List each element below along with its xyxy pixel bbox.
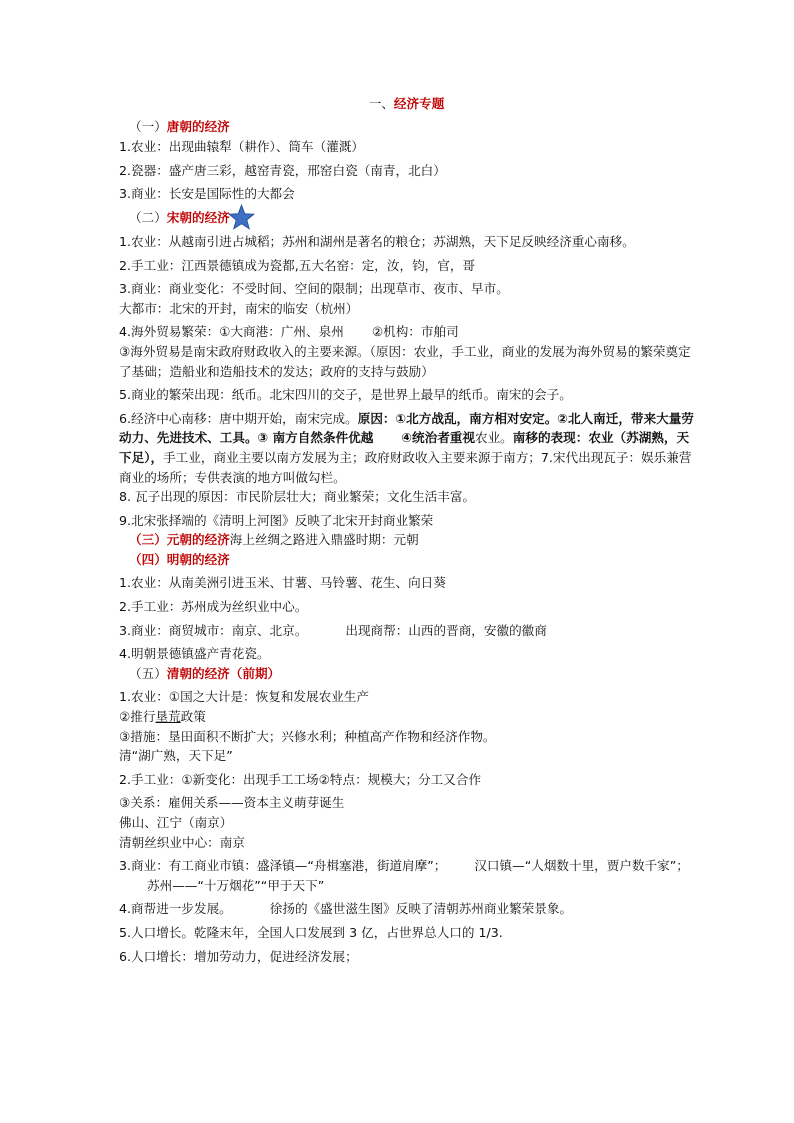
policy-suffix: 政策 (180, 709, 206, 725)
qing-merchant-development (119, 899, 694, 919)
document-body (119, 94, 694, 970)
title-text: 经济专题 (393, 96, 445, 111)
section-number: （三） (129, 532, 167, 548)
ming-merchant-groups: 出现商帮：山西的晋商，安徽的徽商 (345, 622, 547, 638)
section-heading-qing (119, 664, 694, 684)
shift-intro: 6.经济中心南移：唐中期开始，南宋完成。 (119, 410, 358, 426)
ming-commerce (119, 621, 694, 641)
policy-term: 垦荒 (155, 709, 181, 725)
song-overseas-revenue: ③海外贸易是南宋政府财政收入的主要来源。（原因：农业，手工业，商业的发展为海外贸易的繁荣奠定了基础；造船业和造船技术的发达；政府的支持与鼓励） (119, 343, 691, 379)
section-title: 明朝的经济 (166, 551, 230, 567)
tang-agriculture: 1.农业：出现曲辕犁（耕作）、筒车（灌溉） (119, 139, 364, 155)
section-number: （四） (129, 551, 167, 567)
section-title: 唐朝的经济 (166, 118, 230, 134)
shift-reason-4-tail: 农业。 (474, 430, 513, 446)
qing-silk-center: 清朝丝织业中心：南京 (119, 834, 245, 850)
tang-commerce: 3.商业：长安是国际性的大都会 (119, 186, 295, 202)
section-number: （五） (129, 665, 167, 681)
qing-capitalism: ③关系：雇佣关系——资本主义萌芽诞生 (119, 795, 345, 811)
shift-reason-4: ④统治者重视 (401, 430, 475, 446)
star-icon (228, 204, 255, 231)
shift-manifestation: 南移的表现：农业（苏湖熟，天下足）， (119, 430, 690, 465)
tang-porcelain: 2.瓷器：盛产唐三彩，越窑青瓷，邢窑白瓷（南青，北白） (119, 162, 446, 178)
section-number: （二） (129, 209, 167, 225)
overseas-agency: ②机构：市舶司 (371, 324, 459, 340)
section-title: 清朝的经济（前期） (166, 665, 281, 681)
section-heading-ming (119, 550, 694, 570)
policy-prefix: ②推行 (119, 709, 156, 725)
ming-handicraft: 2.手工业：苏州成为丝织业中心。 (119, 599, 308, 615)
qing-population-effect: 6.人口增长：增加劳动力，促进经济发展； (119, 948, 358, 964)
song-overseas-trade (119, 322, 694, 342)
page-title (119, 94, 694, 114)
section-heading-tang (119, 117, 694, 137)
section-title: 宋朝的经济 (166, 209, 230, 225)
section-number: （一） (129, 118, 167, 134)
ming-cities: 3.商业：商贸城市：南京、北京。 (119, 622, 308, 638)
qing-policy (119, 707, 694, 727)
song-wazi-reasons: 8. 瓦子出现的原因：市民阶层壮大；商业繁荣；文化生活丰富。 (119, 489, 476, 505)
ming-porcelain: 4.明朝景德镇盛产青花瓷。 (119, 646, 270, 662)
song-paper-money: 5.商业的繁荣出现：纸币。北宋四川的交子，是世界上最早的纸币。南宋的会子。 (119, 387, 572, 403)
song-handicraft: 2.手工业：江西景德镇成为瓷都,五大名窑：定，汝，钧，官，哥 (119, 257, 476, 273)
yuan-silk-road: 海上丝绸之路进入鼎盛时期：元朝 (229, 532, 419, 548)
song-cities: 大都市：北宋的开封，南宋的临安（杭州） (119, 300, 359, 316)
qing-huguang: 清“湖广熟，天下足” (119, 748, 233, 764)
shengshi-painting: 徐扬的《盛世滋生图》反映了清朝苏州商业繁荣景象。 (269, 901, 573, 917)
qing-population-growth: 5.人口增长。乾隆末年，全国人口发展到 3 亿，占世界总人口的 1/3. (119, 924, 503, 940)
song-economic-shift (119, 409, 694, 487)
merchant-development: 4.商帮进一步发展。 (119, 901, 232, 917)
qing-foshan: 佛山、江宁（南京） (119, 815, 233, 830)
ming-agriculture: 1.农业：从南美洲引进玉米、甘薯、马铃薯、花生、向日葵 (119, 575, 446, 591)
qing-hankou: 汉口镇—“人烟数十里，贾户数千家”； (474, 858, 689, 874)
qing-measures: ③措施：垦田面积不断扩大；兴修水利；种植高产作物和经济作物。 (119, 728, 496, 744)
qing-suzhou: 苏州——“十万烟花”“甲于天下” (147, 877, 325, 893)
song-qingming: 9.北宋张择端的《清明上河图》反映了北宋开封商业繁荣 (119, 512, 434, 528)
shift-reasons: 原因：①北方战乱，南方相对安定。②北人南迁，带来大量劳动力、先进技术、工具。③ 南方自然条件优越 (119, 410, 694, 446)
overseas-ports: 4.海外贸易繁荣：①大商港：广州、泉州 (119, 324, 344, 340)
section-heading-song (119, 204, 694, 231)
section-title: 元朝的经济 (166, 532, 230, 548)
qing-commerce (119, 856, 694, 895)
song-wazi: 7.宋代出现瓦子：娱乐兼营商业的场所；专供表演的地方叫做勾栏。 (119, 449, 692, 485)
qing-handicraft: 2.手工业：①新变化：出现手工工场②特点：规模大；分工又合作 (119, 771, 482, 787)
song-commerce: 3.商业：商业变化：不受时间、空间的限制；出现草市、夜市、早市。 (119, 281, 509, 297)
shift-manifestation-tail: 手工业，商业主要以南方发展为主；政府财政收入主要来源于南方； (163, 449, 541, 465)
title-number: 一、 (368, 96, 394, 111)
qing-shengze: 3.商业：有工商业市镇：盛泽镇—“舟楫塞港，街道肩摩”； (119, 858, 447, 874)
song-agriculture: 1.农业：从越南引进占城稻；苏州和湖州是著名的粮仓；苏湖熟，天下足反映经济重心南移。 (119, 233, 635, 249)
section-heading-yuan (119, 530, 694, 550)
qing-agriculture: 1.农业：①国之大计是：恢复和发展农业生产 (119, 689, 369, 705)
